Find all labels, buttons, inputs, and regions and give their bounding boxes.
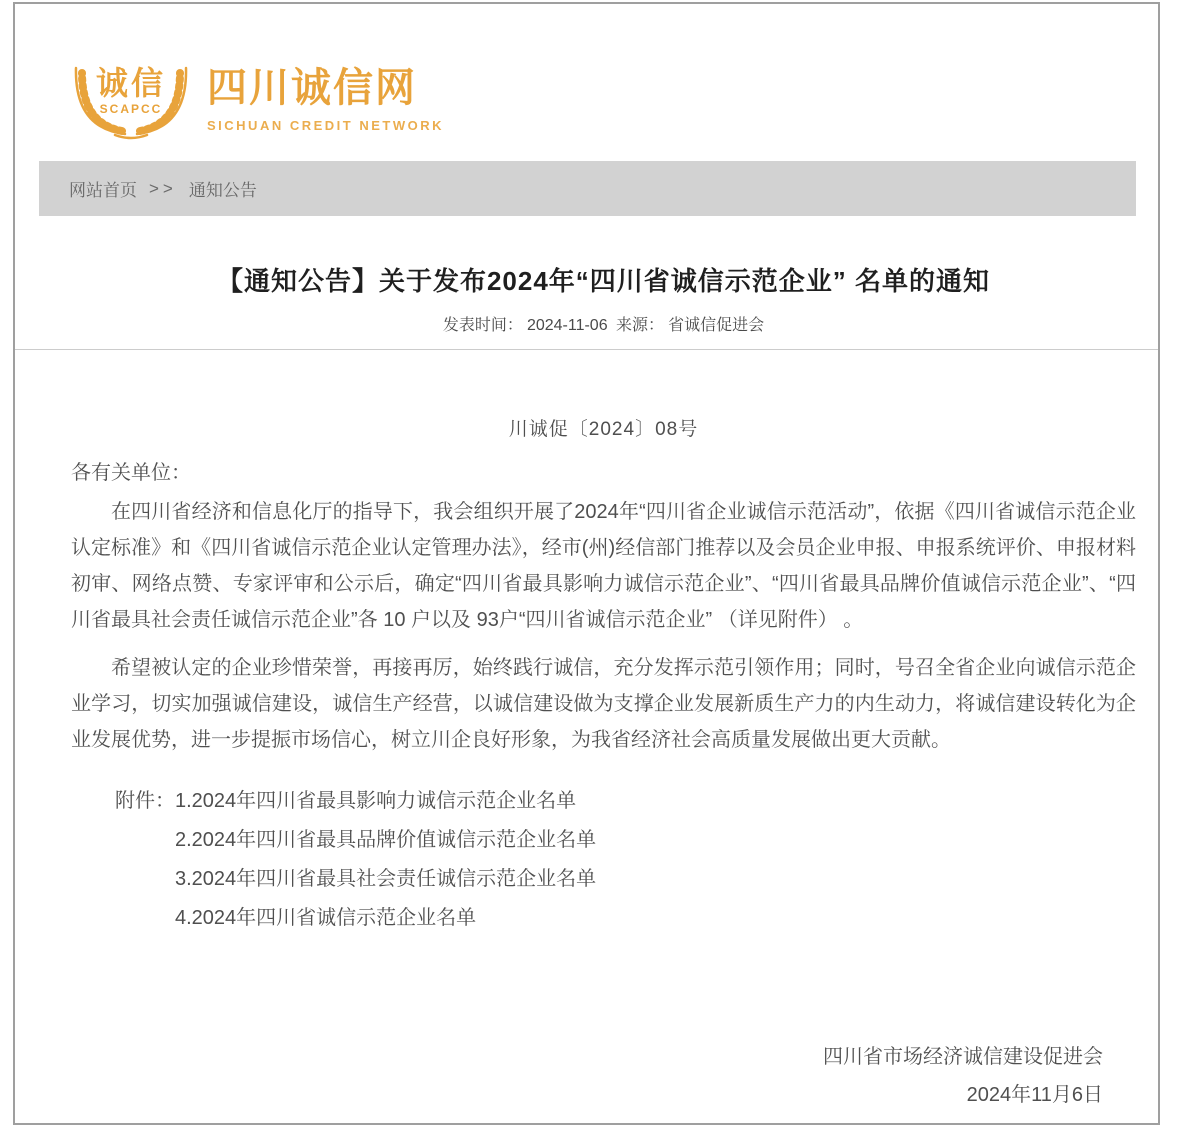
doc-number: 川诚促〔2024〕08号 [508,419,699,440]
paragraph-1: 在四川省经济和信息化厅的指导下，我会组织开展了2024年“四川省企业诚信示范活动”，依据《四川省诚信示范企业认定标准》和《四川省诚信示范企业认定管理办法》，经市(州)经信部门推荐以及会员企业申报、申报系统评价、申报材料初审、网络点赞、专家评审和公示后，确定“四川省最具影响力诚信示范企业”、“四川省最具品牌价值诚信示范企业”、“四川省最具社会责任诚信示范企业”各 10 户以及 93户“四川省诚信示范企业” （详见附件） 。 [71,501,1136,631]
salutation: 各有关单位： [71,462,191,484]
breadcrumb-current[interactable]: 通知公告 [188,181,257,200]
source-label: 来源： [616,317,665,334]
divider [15,349,1158,350]
attachments [115,782,1136,938]
article [15,264,1158,1114]
paragraph-2: 希望被认定的企业珍惜荣誉，再接再厉，始终践行诚信，充分发挥示范引领作用；同时，号召全省企业向诚信示范企业学习，切实加强诚信建设，诚信生产经营，以诚信建设做为支撑企业发展新质生产力的内生动力，将诚信建设转化为企业发展优势，进一步提振市场信心，树立川企良好形象，为我省经济社会高质量发展做出更大贡献。 [71,657,1136,751]
attachments-list [175,782,1136,938]
source-name: 省诚信促进会 [668,317,765,334]
emblem-subtext: SCAPCC [99,102,163,116]
attachment-item: 2.2024年四川省最具品牌价值诚信示范企业名单 [175,829,597,851]
article-title: 【通知公告】关于发布2024年“四川省诚信示范企业” 名单的通知 [216,266,991,296]
article-meta [71,312,1136,335]
emblem-text: 诚信 [95,65,167,101]
breadcrumb [39,161,1136,216]
site-name: 四川诚信网 [207,66,417,110]
breadcrumb-separator-icon: >> [149,178,177,198]
site-name-en: SICHUAN CREDIT NETWORK [207,118,444,133]
breadcrumb-home[interactable]: 网站首页 [69,181,137,200]
publish-time: 2024-11-06 [526,317,608,334]
publish-time-label: 发表时间： [442,317,523,334]
attachment-item: 3.2024年四川省最具社会责任诚信示范企业名单 [175,868,597,890]
attachments-label: 附件： [115,790,175,812]
attachment-item: 1.2024年四川省最具影响力诚信示范企业名单 [175,790,577,812]
brand-block [207,56,444,142]
credit-emblem-icon [65,46,197,142]
signature-block [71,1038,1136,1114]
site-logo[interactable] [65,46,444,142]
page-frame [13,2,1160,1125]
site-header [15,4,1158,157]
signature-date: 2024年11月6日 [966,1084,1103,1106]
attachment-item: 4.2024年四川省诚信示范企业名单 [175,907,477,929]
signature-org: 四川省市场经济诚信建设促进会 [823,1046,1103,1068]
